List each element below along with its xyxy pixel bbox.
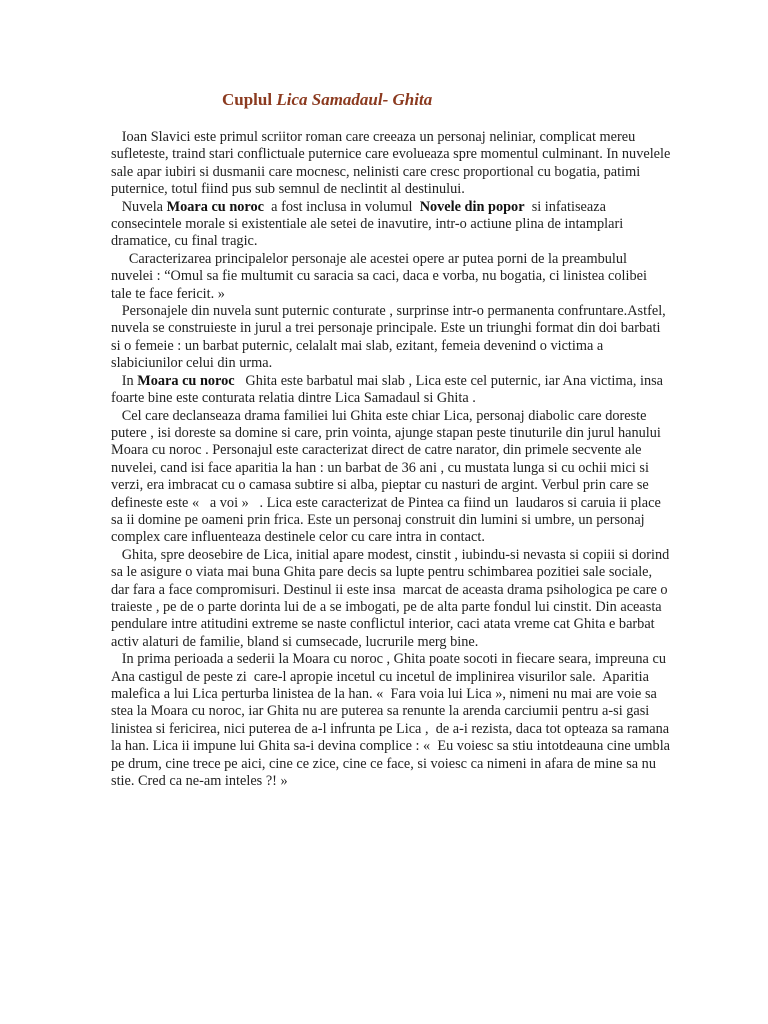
paragraph-6: Cel care declanseaza drama familiei lui Ghita este chiar Lica, personaj diabolic care doreste putere , isi doreste sa domine si care, prin vointa, ajunge stapan peste tinuturile din jurul hanului Moara cu noroc . Personajul este caracterizat direct de catre narator, din primele secvente ale nuvelei, cand isi face aparitia la han : un barbat de 36 ani , cu mustata lunga si cu ochii mici si verzi, era imbracat cu o camasa subtire si alba, pieptar cu nasturi de argint. Verbul prin care se defineste este « a voi » . Lica este caracterizat de Pintea ca fiind un laudaros si caruia ii place sa ii domine pe oameni prin frica. Este un personaj construit din lumini si umbre, un personaj complex care influenteaza destinele celor cu care intra in contact.	[111, 407, 665, 546]
paragraph-3: Caracterizarea principalelor personaje ale acestei opere ar putea porni de la preambulul nuvelei : “Omul sa fie multumit cu saracia sa caci, daca e vorba, nu bogatia, ci linistea colibei tale te face fericit. »	[111, 250, 651, 302]
paragraph-1: Ioan Slavici este primul scriitor roman care creeaza un personaj neliniar, complicat mereu sufleteste, traind stari conflictuale puternice care evolueaza spre momentul culminant. In nuvelele sale apar iubiri si dusmanii care mocnesc, nelinisti care cresc proportional cu bogatia, patimi puternice, totul fiind pus sub semnul de neclintit al destinului.	[111, 129, 674, 198]
paragraph-2-text-c: si infatiseaza consecintele morale si existentiale ale setei de inavutire, intr-o actiune plina de intamplari dramatice, cu final tragic.	[111, 198, 627, 250]
paragraph-5-text-b: Ghita este barbatul mai slab , Lica este cel puternic, iar Ana victima, insa foarte bine este conturata relatia dintre Lica Samadaul si Ghita .	[111, 372, 667, 407]
paragraph-2-text-b: a fost inclusa in volumul	[264, 198, 420, 215]
document-body	[111, 129, 674, 790]
title-italic: Lica Samadaul- Ghita	[276, 90, 433, 109]
paragraph-2-text-a: Nuvela	[111, 198, 167, 215]
document-title	[222, 90, 432, 110]
paragraph-2-bold-volume: Novele din popor	[419, 198, 525, 215]
title-prefix: Cuplul	[222, 90, 277, 109]
paragraph-7: Ghita, spre deosebire de Lica, initial apare modest, cinstit , iubindu-si nevasta si copiii si dorind sa le asigure o viata mai buna Ghita pare decis sa lupte pentru schimbarea pozitiei sale sociale, dar fara a face compromisuri. Destinul ii este insa marcat de aceasta drama psihologica pe care o traieste , pe de o parte dorinta lui de a se imbogati, pe de alta parte fondul lui cinstit. Din aceasta pendulare intre atitudini extreme se naste conflictul interior, caci atata vreme cat Ghita e barbat activ alaturi de familie, bland si cumsecade, lucrurile merg bine.	[111, 546, 673, 650]
paragraph-2-bold-title: Moara cu noroc	[166, 198, 265, 215]
paragraph-5-bold-title: Moara cu noroc	[137, 372, 235, 389]
paragraph-5	[111, 373, 671, 408]
paragraph-8: In prima perioada a sederii la Moara cu noroc , Ghita poate socoti in fiecare seara, impreuna cu Ana castigul de peste zi care-l apropie incetul cu incetul de implinirea visurilor sale. Aparitia malefica a lui Lica perturba linistea de la han. « Fara voia lui Lica », nimeni nu mai are voie sa stea la Moara cu noroc, iar Ghita nu are puterea sa renunte la arenda carciumii pentru a-si gasi linistea si fericirea, nici puterea de a-l infrunta pe Lica , de a-i rezista, daca tot opteaza sa ramana la han. Lica ii impune lui Ghita sa-i devina complice : « Eu voiesc sa stiu intotdeauna cine umbla pe drum, cine trece pe aici, cine ce zice, cine ce face, si voiesc ca nimeni in afara de mine sa nu stie. Cred ca ne-am inteles ?! »	[111, 651, 674, 790]
paragraph-4: Personajele din nuvela sunt puternic conturate , surprinse intr-o permanenta confruntare.Astfel, nuvela se construieste in jurul a trei personaje principale. Este un triunghi format din doi barbati si o femeie : un barbat puternic, celalalt mai slab, ezitant, femeia devenind o victima a slabiciunilor celui din urma.	[111, 303, 670, 372]
paragraph-5-text-a: In	[111, 372, 138, 389]
paragraph-2	[111, 199, 671, 251]
